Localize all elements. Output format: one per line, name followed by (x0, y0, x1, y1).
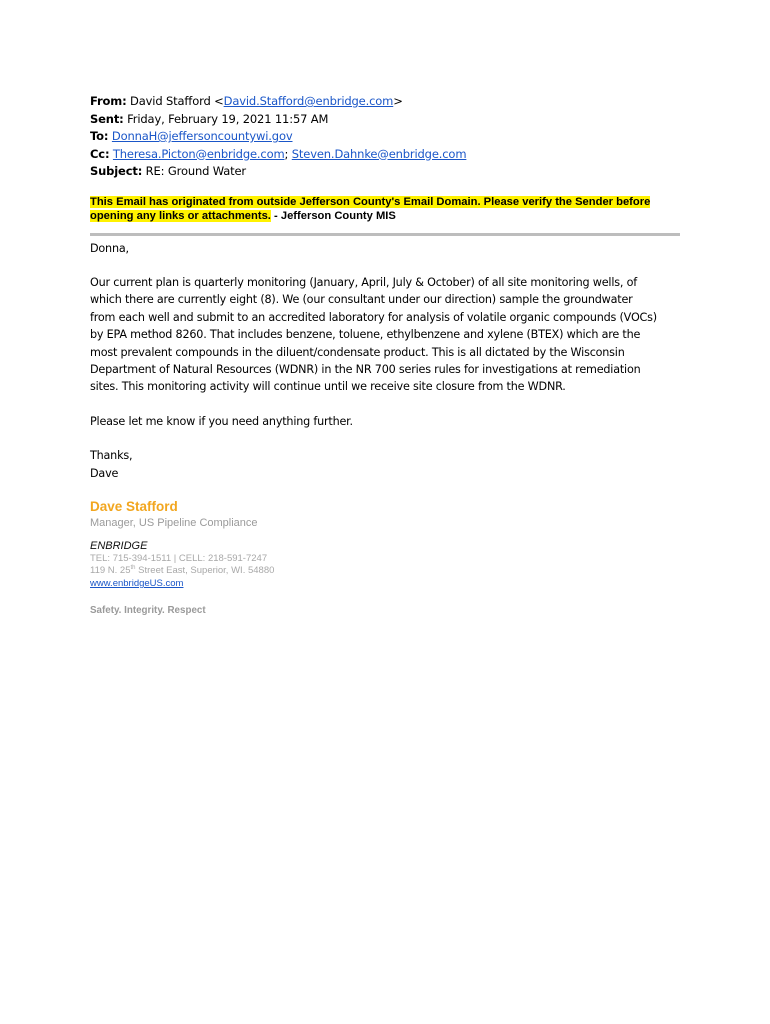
cc-email-link-1[interactable]: Theresa.Picton@enbridge.com (112, 146, 285, 161)
subject-line (90, 163, 680, 181)
cc-label: Cc: (90, 146, 110, 161)
warning-highlighted-text: This Email has originated from outside Jefferson County's Email Domain. Please verify the Sender before opening any links or attachments. (90, 195, 651, 222)
body-paragraph-2: Please let me know if you need anything further. (90, 414, 353, 428)
cc-separator: ; (284, 146, 289, 161)
from-name: David Stafford < (130, 94, 224, 108)
address-suffix: Street East, Superior, WI. 54880 (135, 565, 275, 577)
external-email-warning (90, 195, 680, 223)
website-link[interactable]: www.enbridgeUS.com (90, 577, 184, 589)
closing: Thanks, (90, 449, 133, 463)
to-label: To: (90, 129, 109, 143)
subject-label: Subject: (90, 164, 143, 178)
email-body (90, 240, 680, 482)
subject-value: RE: Ground Water (145, 164, 247, 178)
sent-value: Friday, February 19, 2021 11:57 AM (127, 111, 329, 126)
signature-phone: TEL: 715-394-1511 | CELL: 218-591-7247 (90, 552, 268, 564)
address-prefix: 119 N. 25 (90, 565, 131, 577)
body-paragraph-1 (90, 274, 680, 396)
sent-line (90, 111, 680, 129)
body-line: most prevalent compounds in the diluent/condensate product. This is all dictated by the Wisconsin (90, 345, 625, 359)
sent-label: Sent: (90, 111, 124, 126)
body-line: Our current plan is quarterly monitoring (January, April, July & October) of all site monitoring wells, of (90, 275, 637, 289)
sender-first-name: Dave (90, 466, 119, 480)
body-line: by EPA method 8260. That includes benzene, toluene, ethylbenzene and xylene (BTEX) which are the (90, 328, 641, 342)
cc-line (90, 146, 680, 164)
from-close: > (393, 94, 403, 108)
greeting: Donna, (90, 241, 129, 255)
from-email-link[interactable]: David.Stafford@enbridge.com (223, 94, 394, 108)
to-line (90, 128, 680, 146)
body-line: which there are currently eight (8). We (our consultant under our direction) sample the groundwater (90, 293, 633, 307)
body-line: from each well and submit to an accredited laboratory for analysis of volatile organic compounds (VOCs) (90, 310, 657, 324)
signature-company: ENBRIDGE (90, 539, 148, 552)
warning-suffix: - Jefferson County MIS (270, 209, 396, 222)
from-line (90, 93, 680, 111)
signature-address (90, 565, 680, 578)
header-divider (90, 233, 680, 236)
email-header (90, 93, 680, 181)
cc-email-link-2[interactable]: Steven.Dahnke@enbridge.com (291, 146, 467, 161)
to-email-link[interactable]: DonnaH@jeffersoncountywi.gov (111, 129, 293, 143)
signature-tagline: Safety. Integrity. Respect (90, 605, 206, 617)
body-line: Department of Natural Resources (WDNR) in the NR 700 series rules for investigations at remediation (90, 362, 641, 376)
signature-website (90, 578, 680, 591)
email-document (90, 93, 680, 617)
from-label: From: (90, 94, 127, 108)
signature-title: Manager, US Pipeline Compliance (90, 516, 258, 529)
address-ordinal: th (130, 565, 136, 572)
signature-name: Dave Stafford (90, 498, 178, 514)
body-line: sites. This monitoring activity will continue until we receive site closure from the WDNR. (90, 380, 566, 394)
